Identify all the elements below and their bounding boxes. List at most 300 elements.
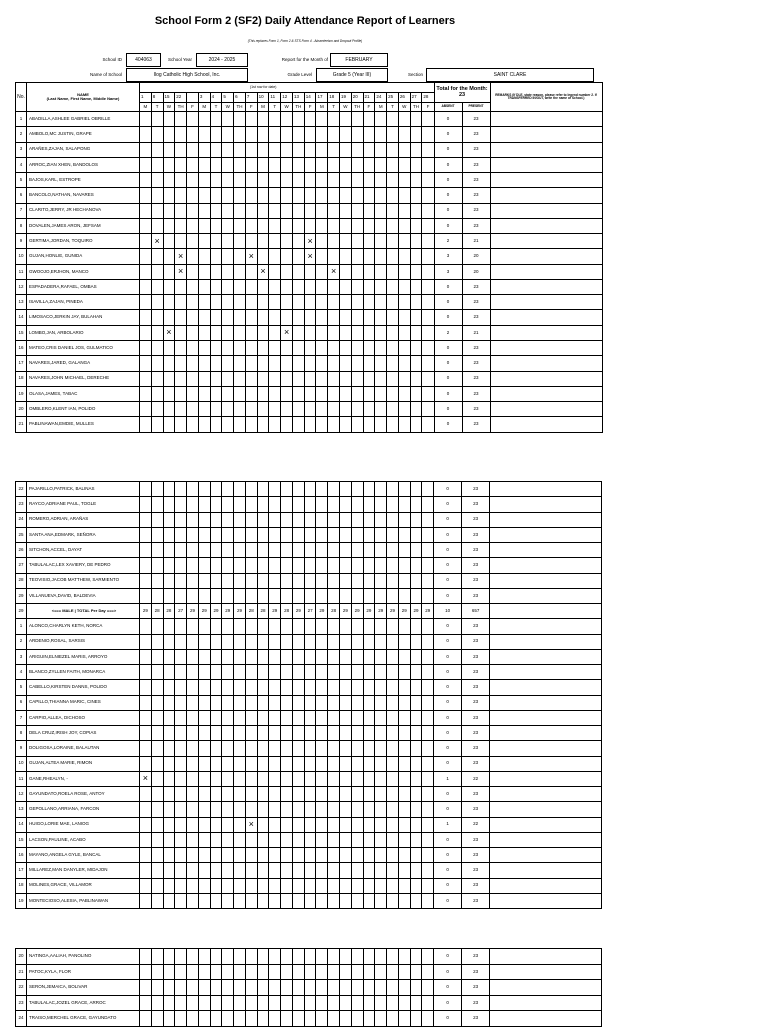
attendance-cell[interactable]	[422, 817, 434, 832]
attendance-cell[interactable]	[198, 234, 210, 249]
attendance-cell[interactable]	[269, 665, 281, 680]
attendance-cell[interactable]	[398, 188, 410, 203]
attendance-cell[interactable]	[316, 558, 328, 573]
attendance-cell[interactable]	[151, 417, 163, 432]
attendance-cell[interactable]	[210, 634, 222, 649]
attendance-cell[interactable]	[328, 264, 340, 279]
attendance-cell[interactable]	[422, 497, 434, 512]
attendance-cell[interactable]	[316, 893, 328, 908]
attendance-cell[interactable]	[198, 127, 210, 142]
attendance-cell[interactable]	[387, 756, 399, 771]
attendance-cell[interactable]	[245, 817, 257, 832]
attendance-cell[interactable]	[410, 295, 422, 310]
attendance-cell[interactable]	[398, 310, 410, 325]
attendance-cell[interactable]	[175, 527, 187, 542]
remarks-cell[interactable]	[490, 995, 602, 1011]
attendance-cell[interactable]	[257, 695, 269, 710]
attendance-cell[interactable]	[316, 234, 328, 249]
attendance-cell[interactable]	[257, 356, 269, 371]
attendance-cell[interactable]	[351, 325, 363, 340]
attendance-cell[interactable]	[398, 203, 410, 218]
attendance-cell[interactable]	[351, 112, 363, 127]
attendance-cell[interactable]	[304, 173, 316, 188]
attendance-cell[interactable]	[245, 340, 257, 355]
attendance-cell[interactable]	[140, 173, 152, 188]
attendance-cell[interactable]	[187, 832, 199, 847]
attendance-cell[interactable]	[234, 234, 246, 249]
remarks-cell[interactable]	[490, 832, 602, 847]
attendance-cell[interactable]	[198, 726, 210, 741]
attendance-cell[interactable]	[234, 512, 246, 527]
attendance-cell[interactable]	[140, 949, 152, 965]
attendance-cell[interactable]	[234, 188, 246, 203]
attendance-cell[interactable]	[316, 157, 328, 172]
attendance-cell[interactable]	[245, 264, 257, 279]
attendance-cell[interactable]	[410, 497, 422, 512]
remarks-cell[interactable]	[490, 527, 602, 542]
attendance-cell[interactable]	[351, 203, 363, 218]
attendance-cell[interactable]	[410, 234, 422, 249]
attendance-cell[interactable]	[363, 710, 375, 725]
attendance-cell[interactable]	[198, 203, 210, 218]
attendance-cell[interactable]	[422, 386, 434, 401]
attendance-cell[interactable]	[304, 127, 316, 142]
attendance-cell[interactable]	[387, 741, 399, 756]
remarks-cell[interactable]	[490, 649, 602, 664]
attendance-cell[interactable]	[210, 756, 222, 771]
attendance-cell[interactable]	[316, 756, 328, 771]
attendance-cell[interactable]	[304, 980, 316, 996]
attendance-cell[interactable]	[292, 634, 304, 649]
attendance-cell[interactable]	[257, 310, 269, 325]
attendance-cell[interactable]	[363, 573, 375, 588]
attendance-cell[interactable]	[245, 980, 257, 996]
attendance-cell[interactable]	[351, 417, 363, 432]
remarks-cell[interactable]	[490, 848, 602, 863]
attendance-cell[interactable]	[140, 112, 152, 127]
attendance-cell[interactable]	[422, 863, 434, 878]
attendance-cell[interactable]	[140, 558, 152, 573]
attendance-cell[interactable]	[234, 558, 246, 573]
attendance-cell[interactable]	[245, 310, 257, 325]
attendance-cell[interactable]	[375, 325, 387, 340]
attendance-cell[interactable]	[387, 482, 399, 497]
attendance-cell[interactable]	[328, 310, 340, 325]
attendance-cell[interactable]	[316, 203, 328, 218]
attendance-cell[interactable]	[363, 665, 375, 680]
attendance-cell[interactable]	[281, 127, 293, 142]
attendance-cell[interactable]	[304, 802, 316, 817]
attendance-cell[interactable]	[163, 995, 175, 1011]
attendance-cell[interactable]	[175, 619, 187, 634]
attendance-cell[interactable]	[363, 741, 375, 756]
attendance-cell[interactable]	[245, 741, 257, 756]
attendance-cell[interactable]	[187, 995, 199, 1011]
attendance-cell[interactable]	[398, 980, 410, 996]
attendance-cell[interactable]	[210, 848, 222, 863]
attendance-cell[interactable]	[375, 417, 387, 432]
attendance-cell[interactable]	[398, 665, 410, 680]
attendance-cell[interactable]	[292, 157, 304, 172]
attendance-cell[interactable]	[387, 203, 399, 218]
attendance-cell[interactable]	[234, 402, 246, 417]
attendance-cell[interactable]	[281, 497, 293, 512]
attendance-cell[interactable]	[245, 188, 257, 203]
attendance-cell[interactable]	[140, 279, 152, 294]
attendance-cell[interactable]	[257, 558, 269, 573]
attendance-cell[interactable]	[222, 234, 234, 249]
attendance-cell[interactable]	[410, 188, 422, 203]
attendance-cell[interactable]	[304, 832, 316, 847]
attendance-cell[interactable]	[245, 995, 257, 1011]
attendance-cell[interactable]	[292, 543, 304, 558]
attendance-cell[interactable]	[351, 188, 363, 203]
attendance-cell[interactable]	[304, 543, 316, 558]
attendance-cell[interactable]	[234, 741, 246, 756]
attendance-cell[interactable]	[398, 588, 410, 603]
attendance-cell[interactable]	[328, 249, 340, 264]
attendance-cell[interactable]	[234, 386, 246, 401]
attendance-cell[interactable]	[234, 771, 246, 786]
attendance-cell[interactable]	[351, 741, 363, 756]
attendance-cell[interactable]	[422, 680, 434, 695]
attendance-cell[interactable]	[281, 188, 293, 203]
attendance-cell[interactable]	[198, 995, 210, 1011]
attendance-cell[interactable]	[163, 573, 175, 588]
attendance-cell[interactable]	[151, 878, 163, 893]
attendance-cell[interactable]	[187, 665, 199, 680]
attendance-cell[interactable]	[210, 402, 222, 417]
attendance-cell[interactable]	[292, 371, 304, 386]
attendance-cell[interactable]	[210, 980, 222, 996]
attendance-cell[interactable]	[328, 218, 340, 233]
attendance-cell[interactable]	[198, 157, 210, 172]
remarks-cell[interactable]	[490, 949, 602, 965]
attendance-cell[interactable]	[222, 203, 234, 218]
attendance-cell[interactable]	[269, 173, 281, 188]
attendance-cell[interactable]	[304, 695, 316, 710]
attendance-cell[interactable]	[340, 497, 352, 512]
attendance-cell[interactable]	[210, 543, 222, 558]
attendance-cell[interactable]	[257, 817, 269, 832]
attendance-cell[interactable]	[328, 188, 340, 203]
attendance-cell[interactable]	[363, 279, 375, 294]
attendance-cell[interactable]	[175, 756, 187, 771]
attendance-cell[interactable]	[257, 527, 269, 542]
attendance-cell[interactable]	[245, 218, 257, 233]
attendance-cell[interactable]	[281, 234, 293, 249]
attendance-cell[interactable]	[198, 878, 210, 893]
attendance-cell[interactable]	[410, 878, 422, 893]
attendance-cell[interactable]	[187, 188, 199, 203]
attendance-cell[interactable]	[163, 386, 175, 401]
attendance-cell[interactable]	[422, 995, 434, 1011]
attendance-cell[interactable]	[410, 112, 422, 127]
attendance-cell[interactable]	[375, 218, 387, 233]
remarks-cell[interactable]	[490, 604, 602, 619]
attendance-cell[interactable]	[163, 964, 175, 980]
attendance-cell[interactable]	[281, 665, 293, 680]
attendance-cell[interactable]	[304, 249, 316, 264]
attendance-cell[interactable]	[222, 848, 234, 863]
attendance-cell[interactable]	[363, 832, 375, 847]
attendance-cell[interactable]	[351, 771, 363, 786]
attendance-cell[interactable]	[269, 863, 281, 878]
attendance-cell[interactable]	[316, 295, 328, 310]
attendance-cell[interactable]	[304, 619, 316, 634]
attendance-cell[interactable]	[422, 295, 434, 310]
attendance-cell[interactable]	[292, 512, 304, 527]
attendance-cell[interactable]	[269, 264, 281, 279]
attendance-cell[interactable]	[257, 756, 269, 771]
remarks-cell[interactable]	[490, 234, 602, 249]
attendance-cell[interactable]	[245, 173, 257, 188]
attendance-cell[interactable]	[269, 817, 281, 832]
attendance-cell[interactable]	[198, 802, 210, 817]
attendance-cell[interactable]	[410, 832, 422, 847]
attendance-cell[interactable]	[304, 203, 316, 218]
attendance-cell[interactable]	[398, 482, 410, 497]
attendance-cell[interactable]	[363, 848, 375, 863]
attendance-cell[interactable]	[281, 878, 293, 893]
attendance-cell[interactable]	[210, 527, 222, 542]
attendance-cell[interactable]	[281, 995, 293, 1011]
remarks-cell[interactable]	[490, 771, 602, 786]
attendance-cell[interactable]	[198, 310, 210, 325]
attendance-cell[interactable]	[187, 356, 199, 371]
attendance-cell[interactable]	[198, 619, 210, 634]
attendance-cell[interactable]	[187, 558, 199, 573]
attendance-cell[interactable]	[140, 878, 152, 893]
remarks-cell[interactable]	[490, 325, 602, 340]
attendance-cell[interactable]	[210, 127, 222, 142]
attendance-cell[interactable]	[410, 665, 422, 680]
attendance-cell[interactable]	[222, 964, 234, 980]
attendance-cell[interactable]	[222, 980, 234, 996]
attendance-cell[interactable]	[387, 980, 399, 996]
attendance-cell[interactable]	[234, 726, 246, 741]
attendance-cell[interactable]	[387, 949, 399, 965]
attendance-cell[interactable]	[187, 234, 199, 249]
attendance-cell[interactable]	[422, 371, 434, 386]
attendance-cell[interactable]	[222, 310, 234, 325]
attendance-cell[interactable]	[198, 817, 210, 832]
attendance-cell[interactable]	[340, 995, 352, 1011]
attendance-cell[interactable]	[175, 173, 187, 188]
attendance-cell[interactable]	[340, 695, 352, 710]
attendance-cell[interactable]	[210, 310, 222, 325]
attendance-cell[interactable]	[410, 964, 422, 980]
attendance-cell[interactable]	[198, 665, 210, 680]
attendance-cell[interactable]	[422, 573, 434, 588]
attendance-cell[interactable]	[304, 402, 316, 417]
attendance-cell[interactable]	[140, 832, 152, 847]
attendance-cell[interactable]	[257, 218, 269, 233]
attendance-cell[interactable]	[175, 588, 187, 603]
attendance-cell[interactable]	[198, 634, 210, 649]
remarks-cell[interactable]	[490, 980, 602, 996]
attendance-cell[interactable]	[281, 817, 293, 832]
attendance-cell[interactable]	[257, 512, 269, 527]
attendance-cell[interactable]	[222, 157, 234, 172]
attendance-cell[interactable]	[422, 340, 434, 355]
attendance-cell[interactable]	[398, 771, 410, 786]
attendance-cell[interactable]	[304, 878, 316, 893]
attendance-cell[interactable]	[410, 558, 422, 573]
attendance-cell[interactable]	[375, 634, 387, 649]
attendance-cell[interactable]	[175, 558, 187, 573]
attendance-cell[interactable]	[340, 893, 352, 908]
attendance-cell[interactable]	[163, 680, 175, 695]
attendance-cell[interactable]	[351, 356, 363, 371]
attendance-cell[interactable]	[410, 588, 422, 603]
attendance-cell[interactable]	[175, 543, 187, 558]
attendance-cell[interactable]	[151, 573, 163, 588]
attendance-cell[interactable]	[175, 497, 187, 512]
attendance-cell[interactable]	[328, 893, 340, 908]
attendance-cell[interactable]	[151, 543, 163, 558]
attendance-cell[interactable]	[316, 573, 328, 588]
attendance-cell[interactable]	[316, 649, 328, 664]
attendance-cell[interactable]	[351, 340, 363, 355]
attendance-cell[interactable]	[363, 497, 375, 512]
attendance-cell[interactable]	[269, 279, 281, 294]
attendance-cell[interactable]	[398, 964, 410, 980]
attendance-cell[interactable]	[292, 695, 304, 710]
attendance-cell[interactable]	[187, 802, 199, 817]
attendance-cell[interactable]	[198, 741, 210, 756]
attendance-cell[interactable]	[375, 482, 387, 497]
attendance-cell[interactable]	[245, 848, 257, 863]
attendance-cell[interactable]	[351, 878, 363, 893]
attendance-cell[interactable]	[210, 802, 222, 817]
attendance-cell[interactable]	[187, 710, 199, 725]
attendance-cell[interactable]	[328, 573, 340, 588]
attendance-cell[interactable]	[340, 234, 352, 249]
attendance-cell[interactable]	[281, 863, 293, 878]
attendance-cell[interactable]	[375, 264, 387, 279]
attendance-cell[interactable]	[210, 264, 222, 279]
attendance-cell[interactable]	[340, 802, 352, 817]
attendance-cell[interactable]	[140, 543, 152, 558]
attendance-cell[interactable]	[410, 817, 422, 832]
attendance-cell[interactable]	[422, 543, 434, 558]
attendance-cell[interactable]	[328, 995, 340, 1011]
attendance-cell[interactable]	[304, 371, 316, 386]
attendance-cell[interactable]	[328, 512, 340, 527]
attendance-cell[interactable]	[198, 787, 210, 802]
attendance-cell[interactable]	[222, 386, 234, 401]
attendance-cell[interactable]	[304, 218, 316, 233]
attendance-cell[interactable]	[187, 771, 199, 786]
attendance-cell[interactable]	[422, 588, 434, 603]
remarks-cell[interactable]	[490, 279, 602, 294]
attendance-cell[interactable]	[257, 497, 269, 512]
attendance-cell[interactable]	[257, 234, 269, 249]
attendance-cell[interactable]	[375, 817, 387, 832]
attendance-cell[interactable]	[422, 249, 434, 264]
attendance-cell[interactable]	[140, 802, 152, 817]
attendance-cell[interactable]	[222, 371, 234, 386]
attendance-cell[interactable]	[316, 787, 328, 802]
attendance-cell[interactable]	[410, 142, 422, 157]
attendance-cell[interactable]	[269, 417, 281, 432]
attendance-cell[interactable]	[187, 340, 199, 355]
attendance-cell[interactable]	[187, 527, 199, 542]
attendance-cell[interactable]	[140, 264, 152, 279]
attendance-cell[interactable]	[269, 741, 281, 756]
attendance-cell[interactable]	[387, 127, 399, 142]
attendance-cell[interactable]	[234, 588, 246, 603]
attendance-cell[interactable]	[292, 402, 304, 417]
attendance-cell[interactable]	[328, 142, 340, 157]
attendance-cell[interactable]	[398, 995, 410, 1011]
attendance-cell[interactable]	[292, 863, 304, 878]
attendance-cell[interactable]	[316, 771, 328, 786]
attendance-cell[interactable]	[340, 386, 352, 401]
attendance-cell[interactable]	[292, 295, 304, 310]
attendance-cell[interactable]	[398, 848, 410, 863]
attendance-cell[interactable]	[222, 295, 234, 310]
attendance-cell[interactable]	[292, 787, 304, 802]
attendance-cell[interactable]	[351, 848, 363, 863]
attendance-cell[interactable]	[328, 543, 340, 558]
attendance-cell[interactable]	[387, 295, 399, 310]
attendance-cell[interactable]	[140, 497, 152, 512]
attendance-cell[interactable]	[292, 710, 304, 725]
attendance-cell[interactable]	[363, 417, 375, 432]
attendance-cell[interactable]	[245, 949, 257, 965]
attendance-cell[interactable]	[234, 980, 246, 996]
attendance-cell[interactable]	[387, 634, 399, 649]
attendance-cell[interactable]	[375, 127, 387, 142]
attendance-cell[interactable]	[410, 726, 422, 741]
attendance-cell[interactable]	[269, 726, 281, 741]
attendance-cell[interactable]	[292, 832, 304, 847]
attendance-cell[interactable]	[198, 218, 210, 233]
attendance-cell[interactable]	[340, 787, 352, 802]
attendance-cell[interactable]	[175, 512, 187, 527]
attendance-cell[interactable]	[245, 649, 257, 664]
attendance-cell[interactable]	[387, 817, 399, 832]
attendance-cell[interactable]	[198, 402, 210, 417]
attendance-cell[interactable]	[222, 127, 234, 142]
attendance-cell[interactable]	[410, 980, 422, 996]
attendance-cell[interactable]	[151, 558, 163, 573]
attendance-cell[interactable]	[375, 588, 387, 603]
attendance-cell[interactable]	[151, 787, 163, 802]
attendance-cell[interactable]	[163, 771, 175, 786]
attendance-cell[interactable]	[351, 402, 363, 417]
attendance-cell[interactable]	[222, 173, 234, 188]
attendance-cell[interactable]	[304, 893, 316, 908]
attendance-cell[interactable]	[398, 726, 410, 741]
attendance-cell[interactable]	[140, 848, 152, 863]
attendance-cell[interactable]	[175, 832, 187, 847]
attendance-cell[interactable]	[387, 802, 399, 817]
attendance-cell[interactable]	[198, 710, 210, 725]
attendance-cell[interactable]	[340, 203, 352, 218]
attendance-cell[interactable]	[257, 980, 269, 996]
attendance-cell[interactable]	[151, 995, 163, 1011]
attendance-cell[interactable]	[151, 863, 163, 878]
attendance-cell[interactable]	[245, 964, 257, 980]
attendance-cell[interactable]	[234, 619, 246, 634]
attendance-cell[interactable]	[269, 878, 281, 893]
attendance-cell[interactable]	[187, 787, 199, 802]
attendance-cell[interactable]	[398, 340, 410, 355]
attendance-cell[interactable]	[328, 848, 340, 863]
